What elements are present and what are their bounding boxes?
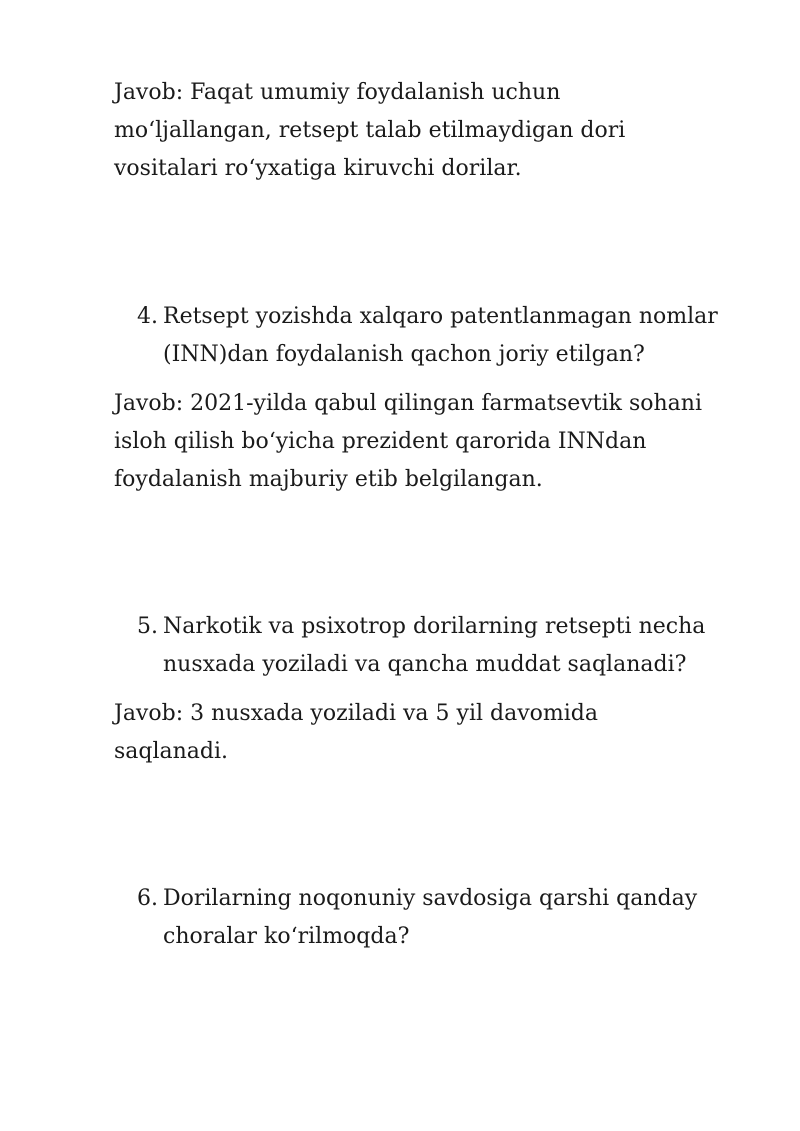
question-block-6 (137, 880, 753, 956)
question-line: Retsept yozishda xalqaro patentlanmagan nomlar (163, 304, 718, 329)
question-line: Narkotik va psixotrop dorilarning retsepti necha (163, 614, 706, 639)
question-line: choralar ko‘rilmoqda? (163, 924, 410, 949)
answer-line: isloh qilish bo‘yicha prezident qarorida INNdan (114, 429, 647, 454)
question-line: nusxada yoziladi va qancha muddat saqlanadi? (163, 652, 687, 677)
answer-block-3 (114, 74, 734, 188)
question-number: 4. (137, 304, 158, 329)
answer-line: saqlanadi. (114, 739, 229, 764)
question-number: 5. (137, 614, 158, 639)
answer-line: Javob: Faqat umumiy foydalanish uchun (114, 80, 561, 105)
answer-line: foydalanish majburiy etib belgilangan. (114, 467, 543, 492)
question-block-4 (137, 298, 753, 374)
question-block-5 (137, 608, 753, 684)
question-number: 6. (137, 886, 158, 911)
answer-line: Javob: 2021-yilda qabul qilingan farmatsevtik sohani (114, 391, 702, 416)
answer-block-4 (114, 385, 734, 499)
answer-line: vositalari ro‘yxatiga kiruvchi dorilar. (114, 156, 522, 181)
answer-line: mo‘ljallangan, retsept talab etilmaydigan dori (114, 118, 626, 143)
question-line: Dorilarning noqonuniy savdosiga qarshi qanday (163, 886, 698, 911)
question-line: (INN)dan foydalanish qachon joriy etilgan? (163, 342, 645, 367)
answer-line: Javob: 3 nusxada yoziladi va 5 yil davomida (114, 701, 598, 726)
answer-block-5 (114, 695, 734, 771)
